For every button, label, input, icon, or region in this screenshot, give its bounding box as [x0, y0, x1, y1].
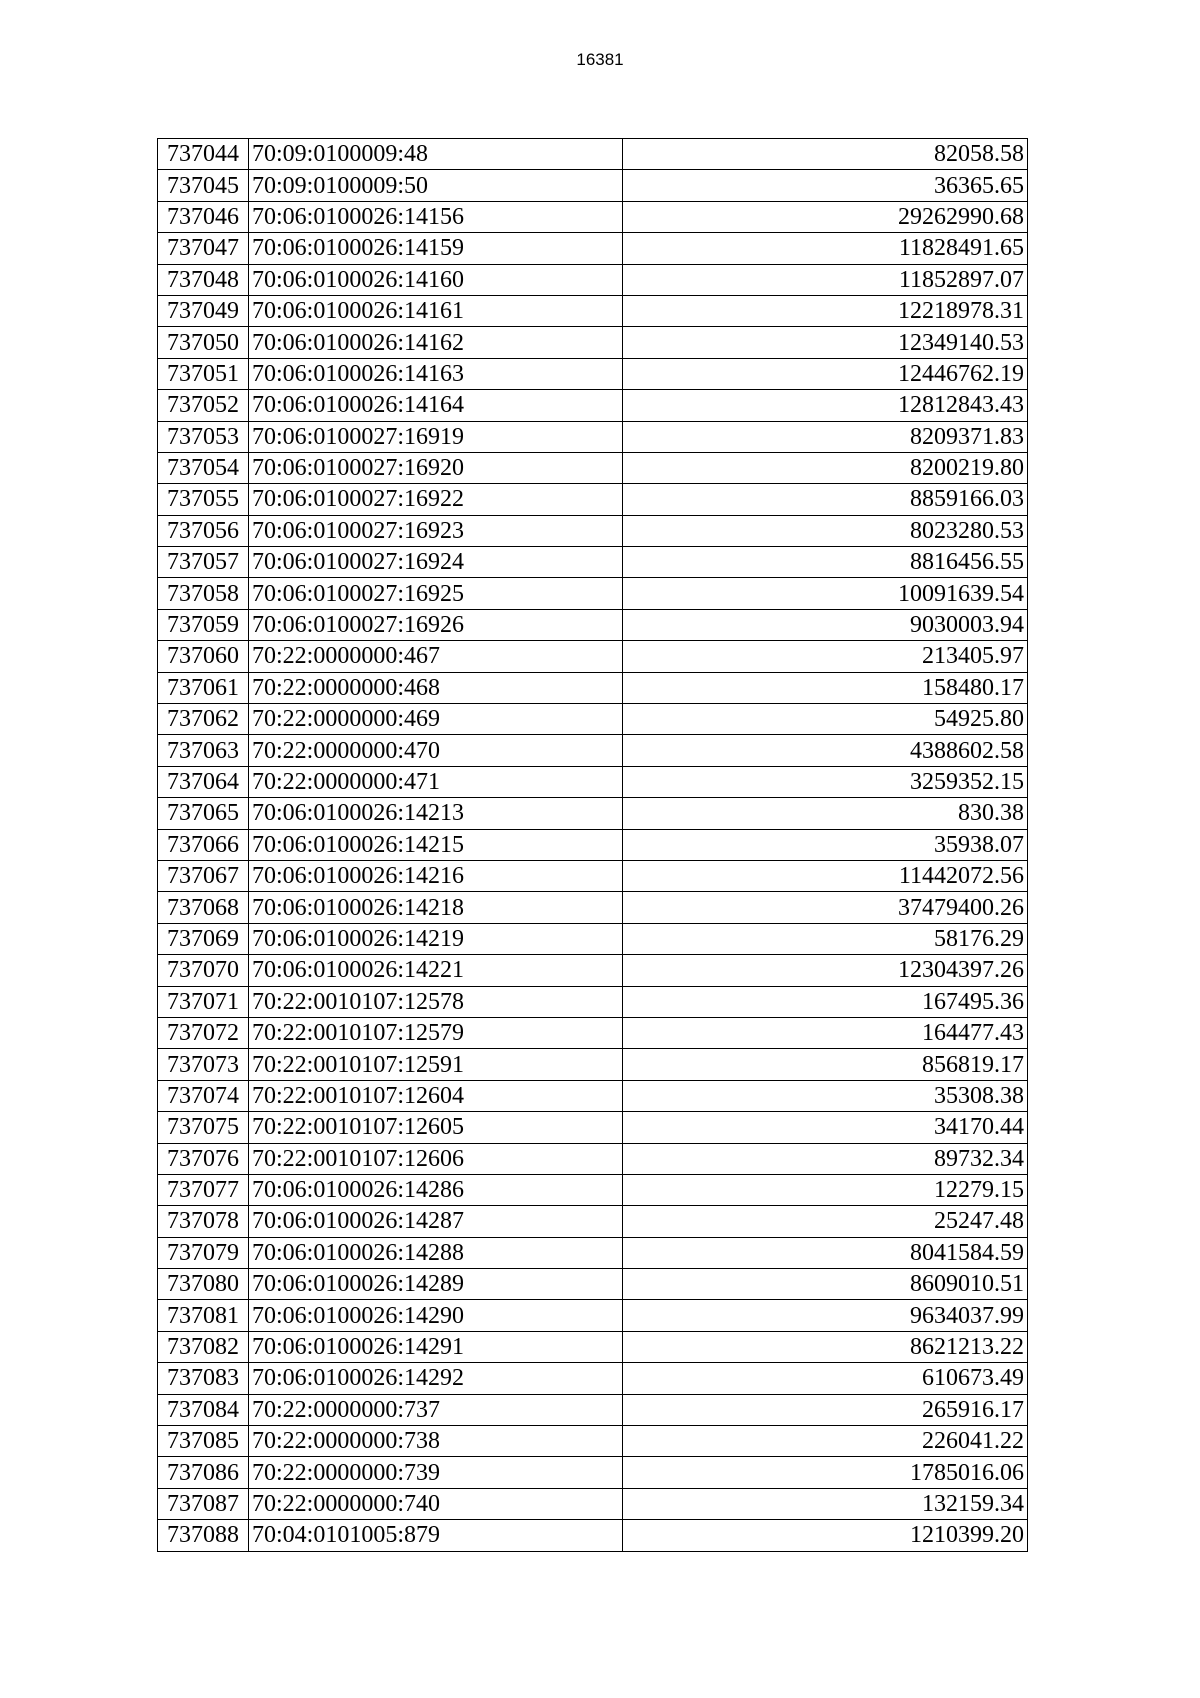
value-cell: 8859166.03 [623, 484, 1028, 515]
table-row [158, 1017, 1028, 1048]
cadastral-number-cell: 70:06:0100026:14221 [249, 955, 623, 986]
table-row [158, 1488, 1028, 1519]
cadastral-number-cell: 70:06:0100027:16919 [249, 421, 623, 452]
table-row [158, 892, 1028, 923]
row-id-cell: 737082 [158, 1331, 249, 1362]
cadastral-number-cell: 70:06:0100026:14159 [249, 233, 623, 264]
cadastral-number-cell: 70:06:0100027:16920 [249, 452, 623, 483]
row-id-cell: 737068 [158, 892, 249, 923]
cadastral-number-cell: 70:06:0100026:14286 [249, 1174, 623, 1205]
table-row [158, 1363, 1028, 1394]
table-row [158, 264, 1028, 295]
cadastral-number-cell: 70:06:0100026:14162 [249, 327, 623, 358]
cadastral-number-cell: 70:22:0010107:12606 [249, 1143, 623, 1174]
table-row [158, 515, 1028, 546]
table-row [158, 1457, 1028, 1488]
cadastral-number-cell: 70:06:0100026:14216 [249, 860, 623, 891]
table-row [158, 1426, 1028, 1457]
table-row [158, 295, 1028, 326]
table-row [158, 829, 1028, 860]
value-cell: 12812843.43 [623, 390, 1028, 421]
table-row [158, 358, 1028, 389]
row-id-cell: 737085 [158, 1426, 249, 1457]
row-id-cell: 737049 [158, 295, 249, 326]
row-id-cell: 737044 [158, 139, 249, 170]
row-id-cell: 737070 [158, 955, 249, 986]
table-row [158, 547, 1028, 578]
table-row [158, 1331, 1028, 1362]
row-id-cell: 737046 [158, 201, 249, 232]
cadastral-number-cell: 70:22:0000000:739 [249, 1457, 623, 1488]
table-row [158, 578, 1028, 609]
table-row [158, 139, 1028, 170]
cadastral-number-cell: 70:22:0010107:12604 [249, 1080, 623, 1111]
table-row [158, 452, 1028, 483]
value-cell: 8816456.55 [623, 547, 1028, 578]
table-row [158, 1080, 1028, 1111]
row-id-cell: 737066 [158, 829, 249, 860]
cadastral-number-cell: 70:09:0100009:50 [249, 170, 623, 201]
row-id-cell: 737081 [158, 1300, 249, 1331]
row-id-cell: 737056 [158, 515, 249, 546]
table-row [158, 1520, 1028, 1551]
cadastral-number-cell: 70:06:0100026:14160 [249, 264, 623, 295]
table-row [158, 672, 1028, 703]
table-row [158, 1394, 1028, 1425]
cadastral-number-cell: 70:06:0100027:16924 [249, 547, 623, 578]
table-row [158, 1112, 1028, 1143]
cadastral-number-cell: 70:06:0100026:14213 [249, 798, 623, 829]
table-row [158, 860, 1028, 891]
row-id-cell: 737083 [158, 1363, 249, 1394]
row-id-cell: 737062 [158, 704, 249, 735]
cadastral-number-cell: 70:04:0101005:879 [249, 1520, 623, 1551]
table-row [158, 986, 1028, 1017]
row-id-cell: 737069 [158, 923, 249, 954]
row-id-cell: 737051 [158, 358, 249, 389]
table-row [158, 1174, 1028, 1205]
value-cell: 11442072.56 [623, 860, 1028, 891]
cadastral-number-cell: 70:22:0000000:737 [249, 1394, 623, 1425]
cadastral-number-cell: 70:22:0000000:738 [249, 1426, 623, 1457]
table-row [158, 390, 1028, 421]
table-row [158, 484, 1028, 515]
row-id-cell: 737055 [158, 484, 249, 515]
page-number: 16381 [576, 50, 624, 69]
row-id-cell: 737072 [158, 1017, 249, 1048]
cadastral-number-cell: 70:06:0100026:14215 [249, 829, 623, 860]
row-id-cell: 737087 [158, 1488, 249, 1519]
row-id-cell: 737048 [158, 264, 249, 295]
value-cell: 167495.36 [623, 986, 1028, 1017]
row-id-cell: 737045 [158, 170, 249, 201]
row-id-cell: 737077 [158, 1174, 249, 1205]
value-cell: 8200219.80 [623, 452, 1028, 483]
row-id-cell: 737054 [158, 452, 249, 483]
table-row [158, 201, 1028, 232]
table-body [158, 139, 1028, 1552]
value-cell: 11852897.07 [623, 264, 1028, 295]
row-id-cell: 737071 [158, 986, 249, 1017]
cadastral-number-cell: 70:06:0100026:14291 [249, 1331, 623, 1362]
value-cell: 8609010.51 [623, 1269, 1028, 1300]
value-cell: 1785016.06 [623, 1457, 1028, 1488]
value-cell: 34170.44 [623, 1112, 1028, 1143]
row-id-cell: 737058 [158, 578, 249, 609]
cadastral-number-cell: 70:22:0010107:12578 [249, 986, 623, 1017]
value-cell: 830.38 [623, 798, 1028, 829]
row-id-cell: 737078 [158, 1206, 249, 1237]
table-row [158, 1300, 1028, 1331]
row-id-cell: 737076 [158, 1143, 249, 1174]
cadastral-number-cell: 70:22:0000000:469 [249, 704, 623, 735]
cadastral-number-cell: 70:22:0010107:12579 [249, 1017, 623, 1048]
value-cell: 132159.34 [623, 1488, 1028, 1519]
cadastral-number-cell: 70:06:0100026:14289 [249, 1269, 623, 1300]
value-cell: 25247.48 [623, 1206, 1028, 1237]
cadastral-number-cell: 70:22:0010107:12605 [249, 1112, 623, 1143]
row-id-cell: 737084 [158, 1394, 249, 1425]
cadastral-number-cell: 70:06:0100026:14288 [249, 1237, 623, 1268]
cadastral-number-cell: 70:06:0100026:14292 [249, 1363, 623, 1394]
table-row [158, 955, 1028, 986]
row-id-cell: 737065 [158, 798, 249, 829]
row-id-cell: 737074 [158, 1080, 249, 1111]
table-row [158, 735, 1028, 766]
cadastral-number-cell: 70:22:0000000:471 [249, 766, 623, 797]
table-row [158, 170, 1028, 201]
table-row [158, 1206, 1028, 1237]
value-cell: 9030003.94 [623, 609, 1028, 640]
value-cell: 8621213.22 [623, 1331, 1028, 1362]
row-id-cell: 737088 [158, 1520, 249, 1551]
value-cell: 82058.58 [623, 139, 1028, 170]
row-id-cell: 737067 [158, 860, 249, 891]
table-row [158, 1049, 1028, 1080]
data-table [157, 138, 1028, 1552]
value-cell: 3259352.15 [623, 766, 1028, 797]
value-cell: 12218978.31 [623, 295, 1028, 326]
value-cell: 8209371.83 [623, 421, 1028, 452]
row-id-cell: 737061 [158, 672, 249, 703]
cadastral-number-cell: 70:06:0100026:14164 [249, 390, 623, 421]
cadastral-number-cell: 70:22:0000000:470 [249, 735, 623, 766]
value-cell: 35938.07 [623, 829, 1028, 860]
cadastral-number-cell: 70:06:0100026:14287 [249, 1206, 623, 1237]
value-cell: 164477.43 [623, 1017, 1028, 1048]
cadastral-number-cell: 70:06:0100027:16922 [249, 484, 623, 515]
value-cell: 29262990.68 [623, 201, 1028, 232]
cadastral-number-cell: 70:06:0100026:14156 [249, 201, 623, 232]
table-row [158, 1269, 1028, 1300]
cadastral-number-cell: 70:06:0100027:16925 [249, 578, 623, 609]
value-cell: 11828491.65 [623, 233, 1028, 264]
row-id-cell: 737075 [158, 1112, 249, 1143]
value-cell: 89732.34 [623, 1143, 1028, 1174]
cadastral-number-cell: 70:06:0100026:14218 [249, 892, 623, 923]
value-cell: 12304397.26 [623, 955, 1028, 986]
value-cell: 12279.15 [623, 1174, 1028, 1205]
table-row [158, 704, 1028, 735]
value-cell: 4388602.58 [623, 735, 1028, 766]
row-id-cell: 737057 [158, 547, 249, 578]
value-cell: 158480.17 [623, 672, 1028, 703]
cadastral-number-cell: 70:22:0000000:467 [249, 641, 623, 672]
cadastral-number-cell: 70:06:0100026:14163 [249, 358, 623, 389]
table-row [158, 233, 1028, 264]
cadastral-number-cell: 70:22:0010107:12591 [249, 1049, 623, 1080]
value-cell: 8023280.53 [623, 515, 1028, 546]
table-row [158, 421, 1028, 452]
table-row [158, 327, 1028, 358]
value-cell: 12446762.19 [623, 358, 1028, 389]
row-id-cell: 737052 [158, 390, 249, 421]
value-cell: 12349140.53 [623, 327, 1028, 358]
value-cell: 36365.65 [623, 170, 1028, 201]
row-id-cell: 737086 [158, 1457, 249, 1488]
value-cell: 226041.22 [623, 1426, 1028, 1457]
table-row [158, 641, 1028, 672]
row-id-cell: 737063 [158, 735, 249, 766]
table-row [158, 923, 1028, 954]
cadastral-number-cell: 70:06:0100026:14161 [249, 295, 623, 326]
value-cell: 856819.17 [623, 1049, 1028, 1080]
value-cell: 58176.29 [623, 923, 1028, 954]
cadastral-number-cell: 70:06:0100027:16926 [249, 609, 623, 640]
value-cell: 610673.49 [623, 1363, 1028, 1394]
table-row [158, 766, 1028, 797]
value-cell: 54925.80 [623, 704, 1028, 735]
row-id-cell: 737064 [158, 766, 249, 797]
cadastral-number-cell: 70:09:0100009:48 [249, 139, 623, 170]
cadastral-number-cell: 70:22:0000000:468 [249, 672, 623, 703]
value-cell: 35308.38 [623, 1080, 1028, 1111]
value-cell: 8041584.59 [623, 1237, 1028, 1268]
table-row [158, 1143, 1028, 1174]
row-id-cell: 737050 [158, 327, 249, 358]
row-id-cell: 737079 [158, 1237, 249, 1268]
value-cell: 9634037.99 [623, 1300, 1028, 1331]
value-cell: 1210399.20 [623, 1520, 1028, 1551]
value-cell: 10091639.54 [623, 578, 1028, 609]
table-row [158, 1237, 1028, 1268]
cadastral-number-cell: 70:06:0100026:14219 [249, 923, 623, 954]
row-id-cell: 737059 [158, 609, 249, 640]
row-id-cell: 737053 [158, 421, 249, 452]
cadastral-number-cell: 70:22:0000000:740 [249, 1488, 623, 1519]
table-row [158, 798, 1028, 829]
cadastral-number-cell: 70:06:0100027:16923 [249, 515, 623, 546]
value-cell: 265916.17 [623, 1394, 1028, 1425]
row-id-cell: 737080 [158, 1269, 249, 1300]
table-row [158, 609, 1028, 640]
row-id-cell: 737060 [158, 641, 249, 672]
cadastral-number-cell: 70:06:0100026:14290 [249, 1300, 623, 1331]
value-cell: 213405.97 [623, 641, 1028, 672]
row-id-cell: 737073 [158, 1049, 249, 1080]
value-cell: 37479400.26 [623, 892, 1028, 923]
row-id-cell: 737047 [158, 233, 249, 264]
